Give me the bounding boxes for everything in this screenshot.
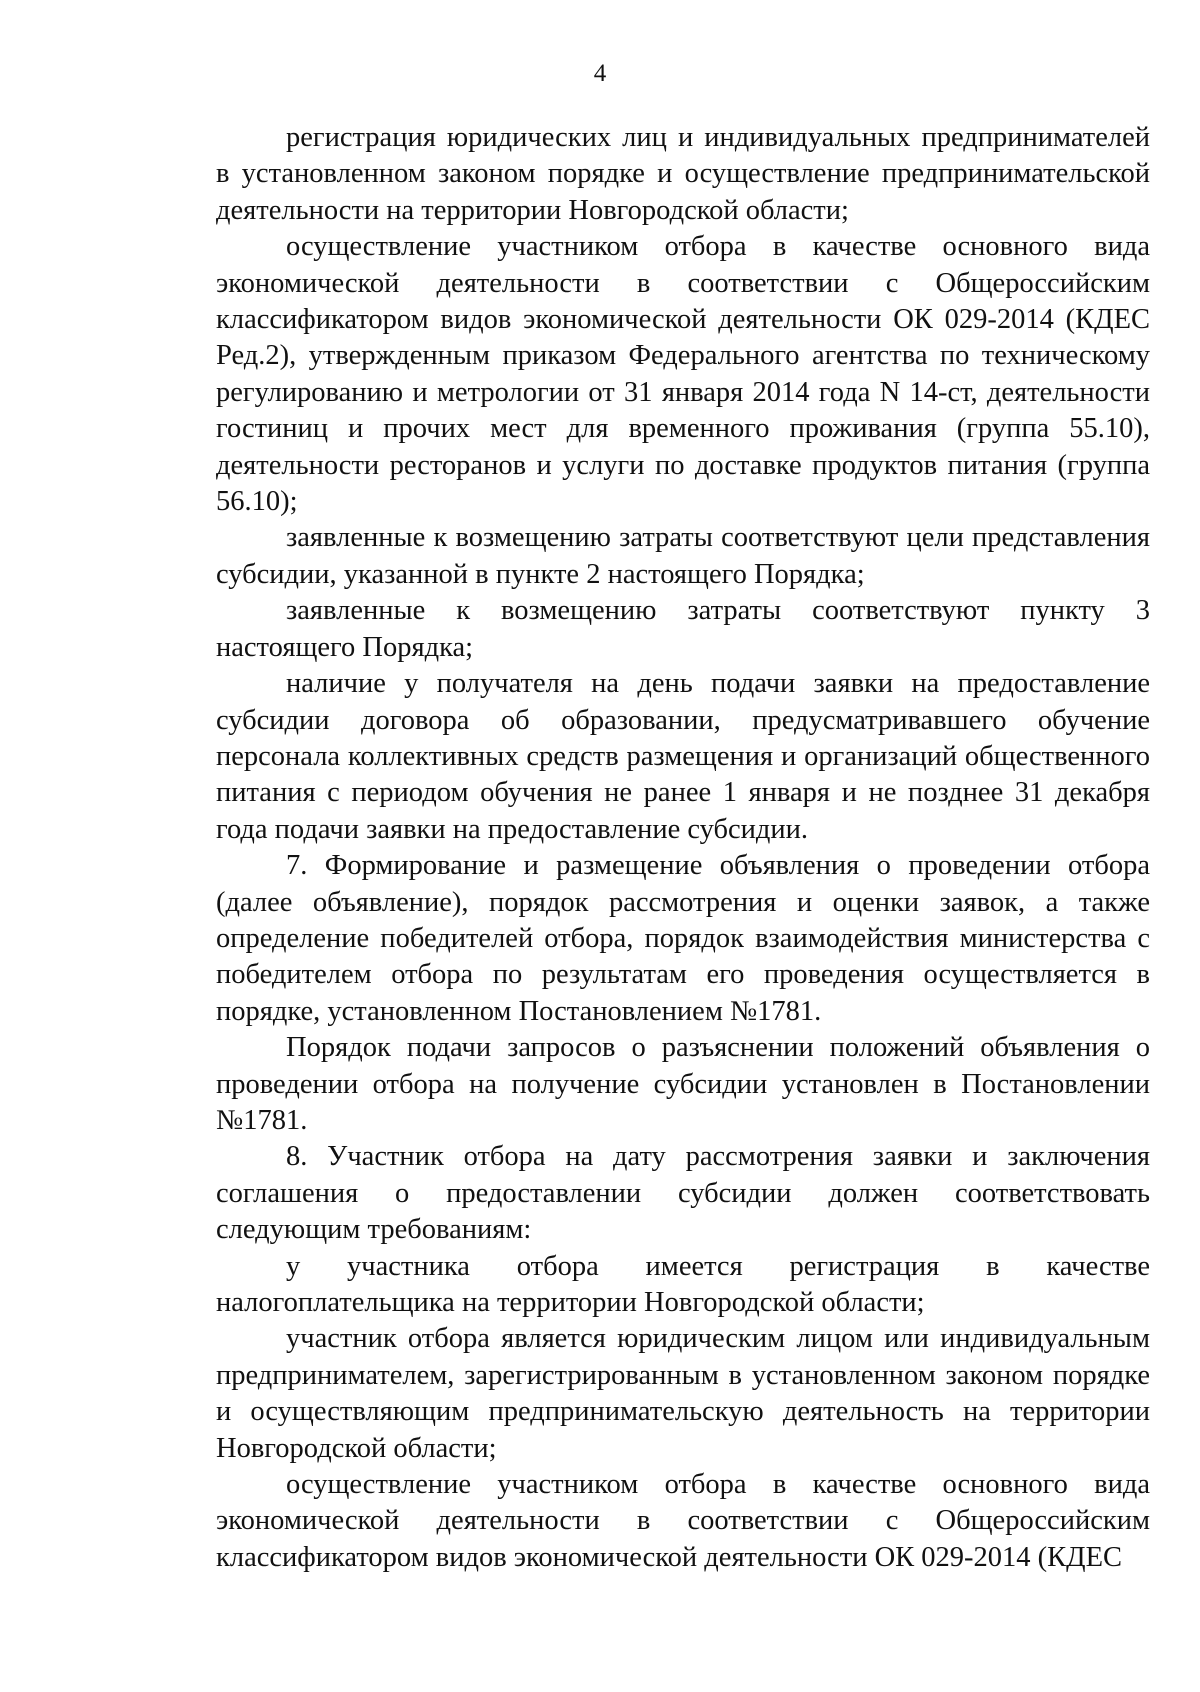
paragraph: Порядок подачи запросов о разъяснении положений объявления о проведении отбора на получение субсидии установлен в Постановлении №1781. <box>216 1032 1150 1136</box>
paragraph: у участника отбора имеется регистрация в качестве налогоплательщика на территории Новгородской области; <box>216 1250 1150 1318</box>
paragraph: участник отбора является юридическим лицом или индивидуальным предпринимателем, зарегистрированным в установленном законом порядке и осуществляющим предпринимательскую деятельность на территории Новгородской области; <box>216 1323 1150 1464</box>
paragraph: заявленные к возмещению затраты соответствуют цели представления субсидии, указанной в пункте 2 настоящего Порядка; <box>216 522 1150 590</box>
paragraph: заявленные к возмещению затраты соответствуют пункту 3 настоящего Порядка; <box>216 595 1150 663</box>
page-number: 4 <box>593 60 607 87</box>
paragraph: осуществление участником отбора в качестве основного вида экономической деятельности в соответствии с Общероссийским классификатором видов экономической деятельности ОК 029-2014 (КДЕС <box>216 1469 1150 1573</box>
paragraph: наличие у получателя на день подачи заявки на предоставление субсидии договора об образовании, предусматривавшего обучение персонала коллективных средств размещения и организаций общественного питания с периодом обучения не ранее 1 января и не позднее 31 декабря года подачи заявки на предоставление субсидии. <box>216 668 1150 845</box>
paragraph: осуществление участником отбора в качестве основного вида экономической деятельности в соответствии с Общероссийским классификатором видов экономической деятельности ОК 029-2014 (КДЕС Ред.2), утвержденным приказом Федерального агентства по техническому регулированию и метрологии от 31 января 2014 года N 14-ст, деятельности гостиниц и прочих мест для временного проживания (группа 55.10), деятельности ресторанов и услуги по доставке продуктов питания (группа 56.10); <box>216 231 1150 518</box>
document-body <box>216 120 1150 1576</box>
paragraph: 8. Участник отбора на дату рассмотрения заявки и заключения соглашения о предоставлении субсидии должен соответствовать следующим требованиям: <box>216 1141 1150 1246</box>
paragraph: регистрация юридических лиц и индивидуальных предпринимателей в установленном законом порядке и осуществление предпринимательской деятельности на территории Новгородской области; <box>216 122 1150 226</box>
paragraph: 7. Формирование и размещение объявления о проведении отбора (далее объявление), порядок рассмотрения и оценки заявок, а также определение победителей отбора, порядок взаимодействия министерства с победителем отбора по результатам его проведения осуществляется в порядке, установленном Постановлением №1781. <box>216 850 1150 1027</box>
